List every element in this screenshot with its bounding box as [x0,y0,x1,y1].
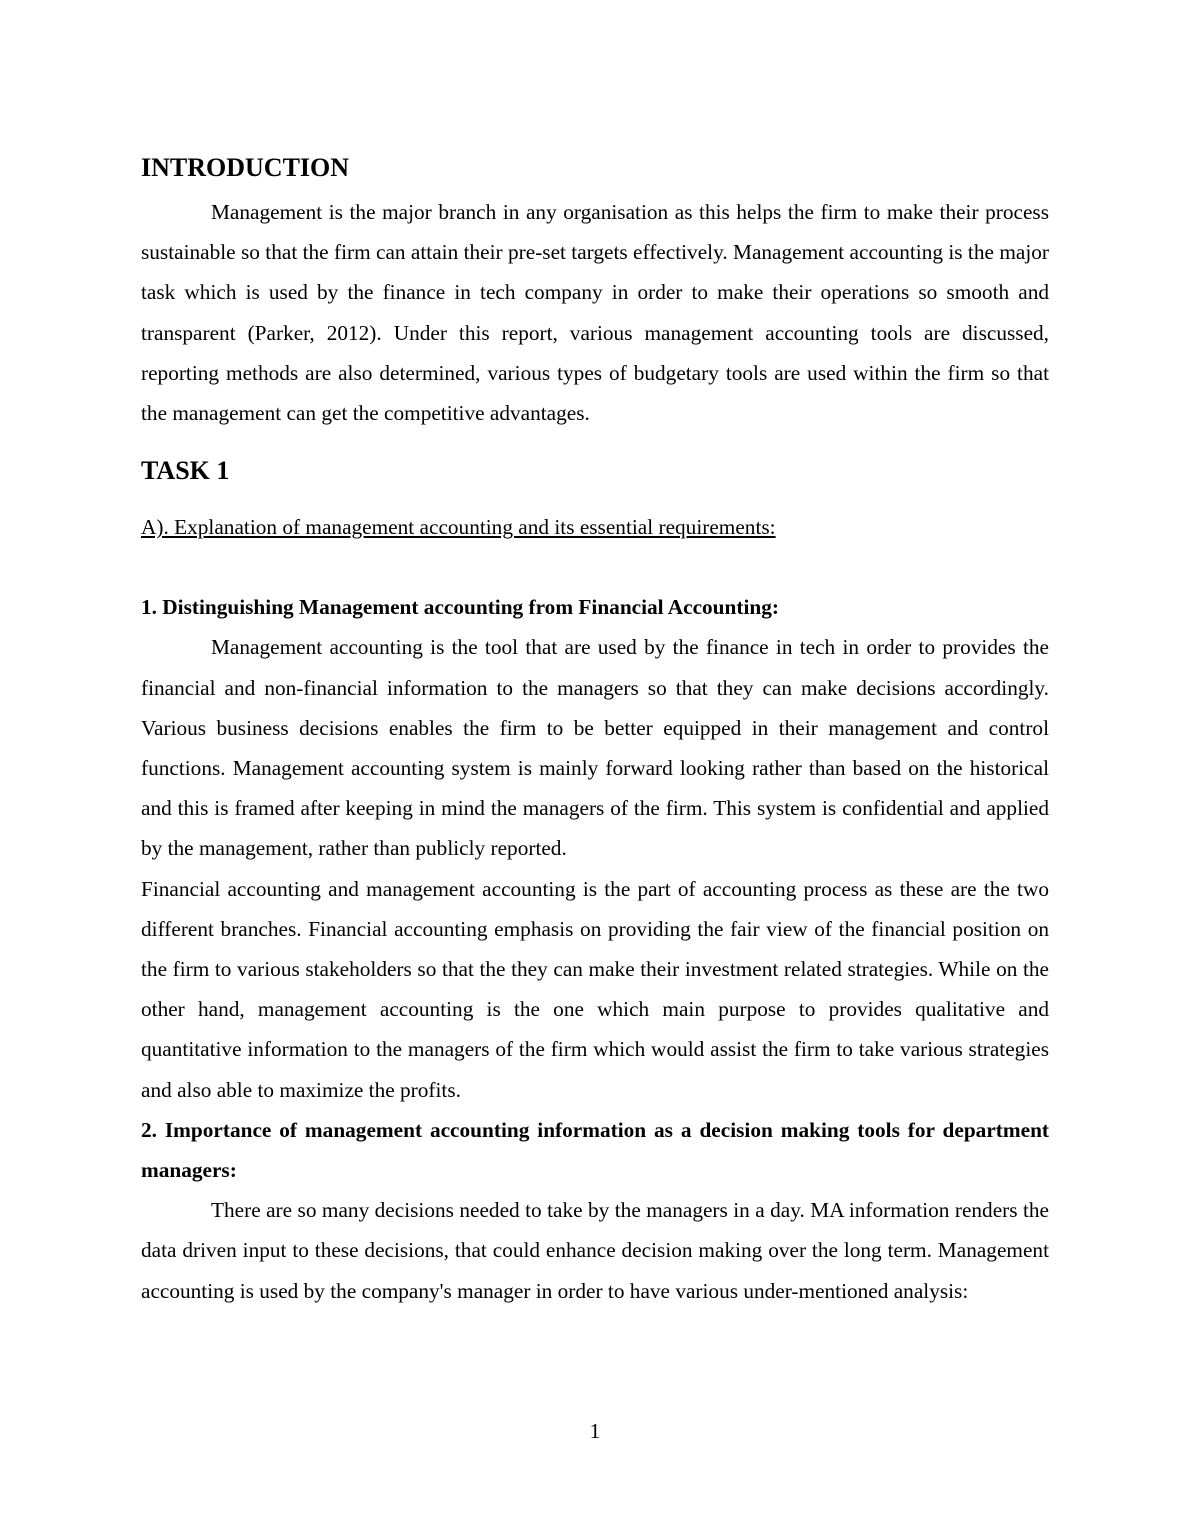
task-heading: TASK 1 [141,456,230,486]
point2-paragraph: There are so many decisions needed to take by the managers in a day. MA information renders the data driven input to these decisions, that could enhance decision making over the long term. Management accounting is used by the company's manager in order to have various under-mentioned analysis: [141,1198,1049,1303]
point1-paragraph-1: Management accounting is the tool that are used by the finance in tech in order to provides the financial and non-financial information to the managers so that they can make decisions accordingly. Various business decisions enables the firm to be better equipped in their management and control functions. Management accounting system is mainly forward looking rather than based on the historical and this is framed after keeping in mind the managers of the firm. This system is confidential and applied by the management, rather than publicly reported. [141,635,1049,861]
point1-heading: 1. Distinguishing Management accounting from Financial Accounting: [141,595,779,620]
introduction-heading: INTRODUCTION [141,153,350,182]
introduction-paragraph: Management is the major branch in any organisation as this helps the firm to make their process sustainable so that the firm can attain their pre-set targets effectively. Management accounting is the major task which is used by the finance in tech company in order to make their operations so smooth and transparent (Parker, 2012). Under this report, various management accounting tools are discussed, reporting methods are also determined, various types of budgetary tools are used within the firm so that the management can get the competitive advantages. [141,200,1049,426]
point2-heading: 2. Importance of management accounting information as a decision making tools for department managers: [141,1117,1049,1183]
section-a-heading: A). Explanation of management accounting and its essential requirements: [141,515,776,540]
page-number: 1 [589,1419,601,1443]
point1-paragraph-2: Financial accounting and management accounting is the part of accounting process as these are the two different branches. Financial accounting emphasis on providing the fair view of the financial position on the firm to various stakeholders so that the they can make their investment related strategies. While on the other hand, management accounting is the one which main purpose to provides qualitative and quantitative information to the managers of the firm which would assist the firm to take various strategies and also able to maximize the profits. [141,876,1049,1102]
document-page [141,148,1049,1311]
